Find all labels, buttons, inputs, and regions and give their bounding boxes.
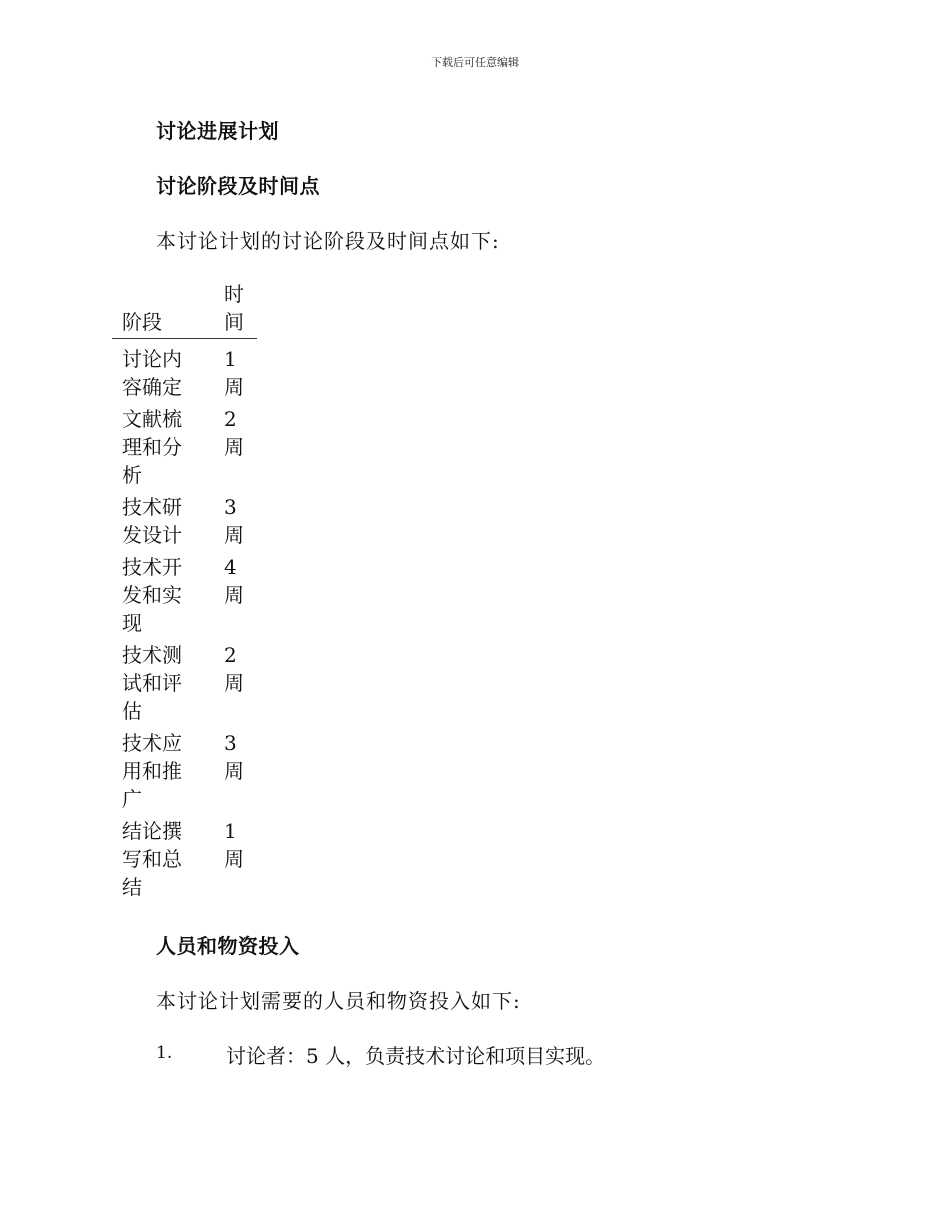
table-row [112,641,257,725]
list-item [156,1040,605,1069]
header-time: 时间 [224,282,244,334]
table-row [112,817,257,901]
time-cell: 4周 [224,555,244,607]
time-cell: 1周 [224,819,244,871]
stage-cell: 讨论内容确定 [122,347,182,399]
resources-intro: 本讨论计划需要的人员和物资投入如下: [156,989,521,1013]
stages-heading: 讨论阶段及时间点 [156,174,320,198]
time-cell: 3周 [224,495,244,547]
stage-cell: 结论撰写和总结 [122,819,182,899]
table-row [112,405,257,489]
stage-cell: 技术开发和实现 [122,555,182,635]
table-row [112,553,257,637]
table-row [112,493,257,549]
stages-intro: 本讨论计划的讨论阶段及时间点如下: [156,229,500,253]
time-cell: 2周 [224,643,244,695]
stage-cell: 文献梳理和分析 [122,407,182,487]
table-row [112,729,257,813]
stage-cell: 技术测试和评估 [122,643,182,723]
table-header-row [112,280,257,339]
stage-timeline-table [112,280,257,901]
time-cell: 3周 [224,731,244,783]
list-item-text: 讨论者：5 人，负责技术讨论和项目实现。 [226,1044,606,1068]
header-stage: 阶段 [122,310,162,334]
page-header-note: 下载后可任意编辑 [431,56,519,69]
time-cell: 2周 [224,407,244,459]
table-row [112,345,257,401]
list-item-number: 1. [156,1043,173,1063]
stage-cell: 技术应用和推广 [122,731,182,811]
time-cell: 1周 [224,347,244,399]
document-title: 讨论进展计划 [156,119,279,143]
stage-cell: 技术研发设计 [122,495,182,547]
table-body [112,345,257,901]
resources-heading: 人员和物资投入 [156,934,300,958]
